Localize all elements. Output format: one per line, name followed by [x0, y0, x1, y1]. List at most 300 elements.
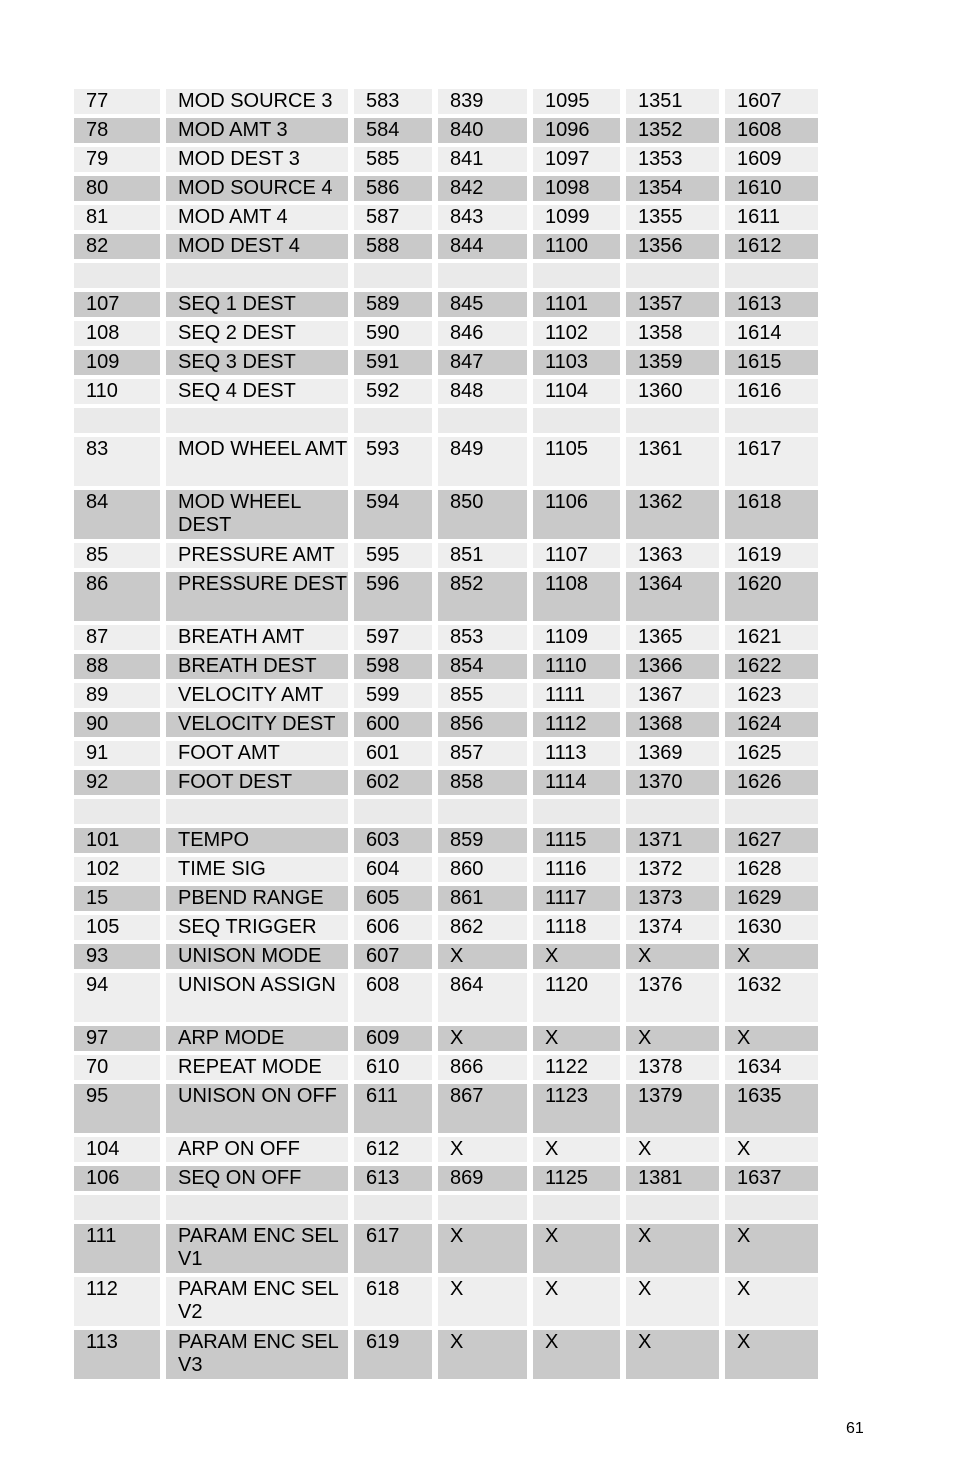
table-cell: 1352: [626, 118, 719, 143]
table-cell: 91: [74, 741, 160, 766]
table-row: [74, 89, 820, 114]
table-cell: MOD SOURCE 4: [166, 176, 348, 201]
table-cell: SEQ TRIGGER: [166, 915, 348, 940]
table-cell: UNISON MODE: [166, 944, 348, 969]
table-cell: MOD SOURCE 3: [166, 89, 348, 114]
table-cell: 604: [354, 857, 432, 882]
table-cell: 1629: [725, 886, 818, 911]
table-cell: PARAM ENC SEL V3: [166, 1330, 348, 1379]
table-cell: 1111: [533, 683, 620, 708]
table-cell: [725, 799, 818, 824]
table-cell: 1635: [725, 1084, 818, 1133]
table-cell: 1115: [533, 828, 620, 853]
table-cell: SEQ 4 DEST: [166, 379, 348, 404]
table-cell: 1356: [626, 234, 719, 259]
table-cell: 1621: [725, 625, 818, 650]
table-row: [74, 770, 820, 795]
table-cell: 1104: [533, 379, 620, 404]
table-cell: 94: [74, 973, 160, 1022]
table-row: [74, 321, 820, 346]
table-row: [74, 712, 820, 737]
table-cell: 598: [354, 654, 432, 679]
table-cell: [438, 799, 527, 824]
table-cell: 1365: [626, 625, 719, 650]
table-cell: X: [533, 1224, 620, 1273]
table-cell: 840: [438, 118, 527, 143]
table-cell: 1373: [626, 886, 719, 911]
table-cell: 608: [354, 973, 432, 1022]
table-cell: 1353: [626, 147, 719, 172]
table-cell: X: [533, 1277, 620, 1326]
table-row: [74, 292, 820, 317]
table-cell: X: [725, 1330, 818, 1379]
table-cell: 595: [354, 543, 432, 568]
table-cell: 857: [438, 741, 527, 766]
table-cell: 82: [74, 234, 160, 259]
table-cell: 1607: [725, 89, 818, 114]
table-cell: ARP MODE: [166, 1026, 348, 1051]
table-cell: [354, 408, 432, 433]
table-cell: [725, 408, 818, 433]
table-cell: 79: [74, 147, 160, 172]
table-cell: 1125: [533, 1166, 620, 1191]
table-row: [74, 944, 820, 969]
table-cell: 1618: [725, 490, 818, 539]
table-cell: 1363: [626, 543, 719, 568]
table-cell: X: [626, 1224, 719, 1273]
table-cell: 70: [74, 1055, 160, 1080]
table-cell: 855: [438, 683, 527, 708]
table-cell: 859: [438, 828, 527, 853]
table-cell: X: [533, 944, 620, 969]
table-cell: 610: [354, 1055, 432, 1080]
table-cell: X: [533, 1026, 620, 1051]
table-cell: X: [626, 1026, 719, 1051]
table-cell: 1608: [725, 118, 818, 143]
table-cell: 605: [354, 886, 432, 911]
table-cell: 1354: [626, 176, 719, 201]
table-cell: 89: [74, 683, 160, 708]
table-cell: 591: [354, 350, 432, 375]
table-cell: [438, 263, 527, 288]
table-cell: X: [438, 944, 527, 969]
table-row: [74, 147, 820, 172]
table-cell: 1611: [725, 205, 818, 230]
table-row: [74, 683, 820, 708]
table-cell: 1095: [533, 89, 620, 114]
table-cell: 850: [438, 490, 527, 539]
table-cell: 856: [438, 712, 527, 737]
table-cell: [533, 408, 620, 433]
table-cell: 601: [354, 741, 432, 766]
table-cell: 1637: [725, 1166, 818, 1191]
table-cell: 1367: [626, 683, 719, 708]
table-cell: 866: [438, 1055, 527, 1080]
table-cell: PBEND RANGE: [166, 886, 348, 911]
table-cell: 845: [438, 292, 527, 317]
table-cell: 1634: [725, 1055, 818, 1080]
table-cell: 603: [354, 828, 432, 853]
table-cell: [74, 408, 160, 433]
table-cell: 1097: [533, 147, 620, 172]
table-cell: 1109: [533, 625, 620, 650]
table-cell: 1361: [626, 437, 719, 486]
table-cell: [626, 1195, 719, 1220]
table-cell: 599: [354, 683, 432, 708]
table-cell: X: [725, 1026, 818, 1051]
table-cell: [626, 263, 719, 288]
table-cell: 858: [438, 770, 527, 795]
table-cell: [74, 799, 160, 824]
table-cell: 1628: [725, 857, 818, 882]
table-cell: X: [438, 1137, 527, 1162]
table-cell: 1620: [725, 572, 818, 621]
table-cell: 606: [354, 915, 432, 940]
table-cell: TIME SIG: [166, 857, 348, 882]
table-cell: 78: [74, 118, 160, 143]
table-cell: 839: [438, 89, 527, 114]
table-cell: 1374: [626, 915, 719, 940]
table-cell: 1360: [626, 379, 719, 404]
table-cell: 1632: [725, 973, 818, 1022]
table-cell: MOD AMT 4: [166, 205, 348, 230]
table-cell: X: [438, 1224, 527, 1273]
table-cell: UNISON ASSIGN: [166, 973, 348, 1022]
table-row: [74, 543, 820, 568]
table-cell: SEQ 2 DEST: [166, 321, 348, 346]
table-cell: X: [626, 944, 719, 969]
table-cell: 1114: [533, 770, 620, 795]
table-cell: 1625: [725, 741, 818, 766]
table-cell: MOD DEST 3: [166, 147, 348, 172]
table-cell: 77: [74, 89, 160, 114]
table-cell: [725, 1195, 818, 1220]
table-cell: PRESSURE AMT: [166, 543, 348, 568]
table-row: [74, 886, 820, 911]
table-cell: 1098: [533, 176, 620, 201]
table-cell: 848: [438, 379, 527, 404]
table-cell: 1113: [533, 741, 620, 766]
table-cell: 112: [74, 1277, 160, 1326]
table-cell: 97: [74, 1026, 160, 1051]
table-cell: 1617: [725, 437, 818, 486]
table-row: [74, 234, 820, 259]
table-cell: 852: [438, 572, 527, 621]
table-cell: 1619: [725, 543, 818, 568]
table-cell: [166, 1195, 348, 1220]
table-cell: 612: [354, 1137, 432, 1162]
table-cell: 85: [74, 543, 160, 568]
table-cell: 587: [354, 205, 432, 230]
table-cell: 109: [74, 350, 160, 375]
table-cell: 1623: [725, 683, 818, 708]
table-row: [74, 915, 820, 940]
table-cell: MOD WHEEL AMT: [166, 437, 348, 486]
table-cell: FOOT DEST: [166, 770, 348, 795]
table-cell: 585: [354, 147, 432, 172]
table-cell: [533, 799, 620, 824]
table-cell: X: [438, 1277, 527, 1326]
table-row: [74, 1084, 820, 1133]
table-cell: 1624: [725, 712, 818, 737]
spacer-row: [74, 799, 820, 824]
table-cell: 1112: [533, 712, 620, 737]
table-cell: 618: [354, 1277, 432, 1326]
table-cell: VELOCITY DEST: [166, 712, 348, 737]
table-row: [74, 654, 820, 679]
table-cell: 1120: [533, 973, 620, 1022]
table-cell: 1102: [533, 321, 620, 346]
table-cell: 1096: [533, 118, 620, 143]
table-cell: 93: [74, 944, 160, 969]
table-cell: 104: [74, 1137, 160, 1162]
table-cell: 1110: [533, 654, 620, 679]
table-cell: 600: [354, 712, 432, 737]
table-cell: 1099: [533, 205, 620, 230]
table-cell: 106: [74, 1166, 160, 1191]
table-cell: REPEAT MODE: [166, 1055, 348, 1080]
page-number: 61: [846, 1420, 864, 1437]
table-cell: 1616: [725, 379, 818, 404]
table-cell: FOOT AMT: [166, 741, 348, 766]
table-cell: 844: [438, 234, 527, 259]
table-cell: 1378: [626, 1055, 719, 1080]
table-cell: [166, 408, 348, 433]
table-row: [74, 973, 820, 1022]
table-cell: 113: [74, 1330, 160, 1379]
table-cell: 1105: [533, 437, 620, 486]
table-row: [74, 1026, 820, 1051]
table-cell: 1381: [626, 1166, 719, 1191]
table-row: [74, 176, 820, 201]
table-cell: 83: [74, 437, 160, 486]
table-row: [74, 1277, 820, 1326]
table-cell: 1613: [725, 292, 818, 317]
table-cell: 862: [438, 915, 527, 940]
table-cell: 1118: [533, 915, 620, 940]
table-cell: [438, 1195, 527, 1220]
table-row: [74, 828, 820, 853]
table-row: [74, 379, 820, 404]
table-cell: 1357: [626, 292, 719, 317]
table-cell: 617: [354, 1224, 432, 1273]
table-cell: MOD WHEEL DEST: [166, 490, 348, 539]
table-cell: PRESSURE DEST: [166, 572, 348, 621]
table-cell: 843: [438, 205, 527, 230]
table-cell: MOD AMT 3: [166, 118, 348, 143]
table-cell: 860: [438, 857, 527, 882]
table-row: [74, 1137, 820, 1162]
table-row: [74, 1224, 820, 1273]
table-cell: 1101: [533, 292, 620, 317]
table-cell: [166, 799, 348, 824]
table-row: [74, 437, 820, 486]
table-cell: X: [725, 944, 818, 969]
table-cell: 590: [354, 321, 432, 346]
table-cell: 84: [74, 490, 160, 539]
table-cell: 1108: [533, 572, 620, 621]
table-cell: 854: [438, 654, 527, 679]
table-cell: 1371: [626, 828, 719, 853]
table-cell: 847: [438, 350, 527, 375]
table-cell: VELOCITY AMT: [166, 683, 348, 708]
table-cell: 1609: [725, 147, 818, 172]
table-cell: 95: [74, 1084, 160, 1133]
table-cell: TEMPO: [166, 828, 348, 853]
table-cell: 1100: [533, 234, 620, 259]
table-cell: [74, 263, 160, 288]
table-cell: 1106: [533, 490, 620, 539]
table-cell: [354, 799, 432, 824]
table-cell: 88: [74, 654, 160, 679]
table-cell: 1370: [626, 770, 719, 795]
table-cell: [354, 1195, 432, 1220]
table-cell: 1107: [533, 543, 620, 568]
table-cell: 86: [74, 572, 160, 621]
table-cell: BREATH AMT: [166, 625, 348, 650]
table-cell: X: [725, 1277, 818, 1326]
table-cell: 592: [354, 379, 432, 404]
table-cell: 864: [438, 973, 527, 1022]
table-row: [74, 118, 820, 143]
table-cell: 110: [74, 379, 160, 404]
table-row: [74, 857, 820, 882]
table-cell: 1610: [725, 176, 818, 201]
table-cell: X: [626, 1137, 719, 1162]
table-cell: 1123: [533, 1084, 620, 1133]
table-cell: 1355: [626, 205, 719, 230]
table-cell: 87: [74, 625, 160, 650]
table-cell: SEQ 3 DEST: [166, 350, 348, 375]
table-cell: 861: [438, 886, 527, 911]
table-cell: 846: [438, 321, 527, 346]
table-cell: X: [533, 1137, 620, 1162]
table-row: [74, 1330, 820, 1379]
table-row: [74, 572, 820, 621]
table-cell: PARAM ENC SEL V1: [166, 1224, 348, 1273]
table-cell: 1622: [725, 654, 818, 679]
table-cell: X: [725, 1224, 818, 1273]
table-cell: 1615: [725, 350, 818, 375]
table-cell: 1372: [626, 857, 719, 882]
table-cell: 1379: [626, 1084, 719, 1133]
table-cell: 586: [354, 176, 432, 201]
table-cell: 594: [354, 490, 432, 539]
table-cell: BREATH DEST: [166, 654, 348, 679]
table-cell: 1122: [533, 1055, 620, 1080]
table-cell: 107: [74, 292, 160, 317]
table-cell: 1366: [626, 654, 719, 679]
table-cell: [533, 1195, 620, 1220]
table-cell: 596: [354, 572, 432, 621]
table-cell: X: [626, 1330, 719, 1379]
table-cell: X: [438, 1026, 527, 1051]
table-cell: 1368: [626, 712, 719, 737]
table-cell: 593: [354, 437, 432, 486]
table-cell: ARP ON OFF: [166, 1137, 348, 1162]
table-cell: 1116: [533, 857, 620, 882]
table-cell: 108: [74, 321, 160, 346]
table-cell: 15: [74, 886, 160, 911]
table-cell: 1362: [626, 490, 719, 539]
table-cell: X: [438, 1330, 527, 1379]
table-cell: 101: [74, 828, 160, 853]
table-cell: 80: [74, 176, 160, 201]
table-cell: X: [533, 1330, 620, 1379]
table-cell: X: [626, 1277, 719, 1326]
table-cell: 589: [354, 292, 432, 317]
table-cell: X: [725, 1137, 818, 1162]
table-cell: MOD DEST 4: [166, 234, 348, 259]
spacer-row: [74, 263, 820, 288]
table-cell: 1103: [533, 350, 620, 375]
table-cell: 841: [438, 147, 527, 172]
table-cell: [626, 799, 719, 824]
table-cell: 111: [74, 1224, 160, 1273]
table-cell: 1630: [725, 915, 818, 940]
table-cell: 602: [354, 770, 432, 795]
table-cell: 1364: [626, 572, 719, 621]
table-cell: 853: [438, 625, 527, 650]
parameter-table: [74, 89, 820, 1383]
table-cell: 613: [354, 1166, 432, 1191]
table-row: [74, 205, 820, 230]
table-cell: 1358: [626, 321, 719, 346]
table-cell: PARAM ENC SEL V2: [166, 1277, 348, 1326]
table-cell: 1351: [626, 89, 719, 114]
table-cell: 1376: [626, 973, 719, 1022]
table-cell: 1612: [725, 234, 818, 259]
table-cell: 619: [354, 1330, 432, 1379]
table-row: [74, 1166, 820, 1191]
table-cell: [166, 263, 348, 288]
table-cell: 1626: [725, 770, 818, 795]
table-row: [74, 741, 820, 766]
table-row: [74, 350, 820, 375]
table-cell: 1359: [626, 350, 719, 375]
table-cell: 90: [74, 712, 160, 737]
table-row: [74, 490, 820, 539]
table-cell: 102: [74, 857, 160, 882]
table-cell: 1369: [626, 741, 719, 766]
table-cell: 611: [354, 1084, 432, 1133]
table-cell: 1614: [725, 321, 818, 346]
table-cell: [354, 263, 432, 288]
table-row: [74, 625, 820, 650]
table-cell: [438, 408, 527, 433]
table-cell: [626, 408, 719, 433]
table-cell: 851: [438, 543, 527, 568]
table-cell: [725, 263, 818, 288]
table-cell: 1117: [533, 886, 620, 911]
table-cell: 583: [354, 89, 432, 114]
table-cell: 842: [438, 176, 527, 201]
table-cell: [74, 1195, 160, 1220]
spacer-row: [74, 1195, 820, 1220]
table-cell: 869: [438, 1166, 527, 1191]
table-cell: [533, 263, 620, 288]
table-cell: SEQ ON OFF: [166, 1166, 348, 1191]
table-cell: 92: [74, 770, 160, 795]
table-cell: 584: [354, 118, 432, 143]
table-cell: 849: [438, 437, 527, 486]
table-cell: 81: [74, 205, 160, 230]
table-cell: 105: [74, 915, 160, 940]
table-cell: 597: [354, 625, 432, 650]
table-cell: SEQ 1 DEST: [166, 292, 348, 317]
table-cell: UNISON ON OFF: [166, 1084, 348, 1133]
table-cell: 867: [438, 1084, 527, 1133]
